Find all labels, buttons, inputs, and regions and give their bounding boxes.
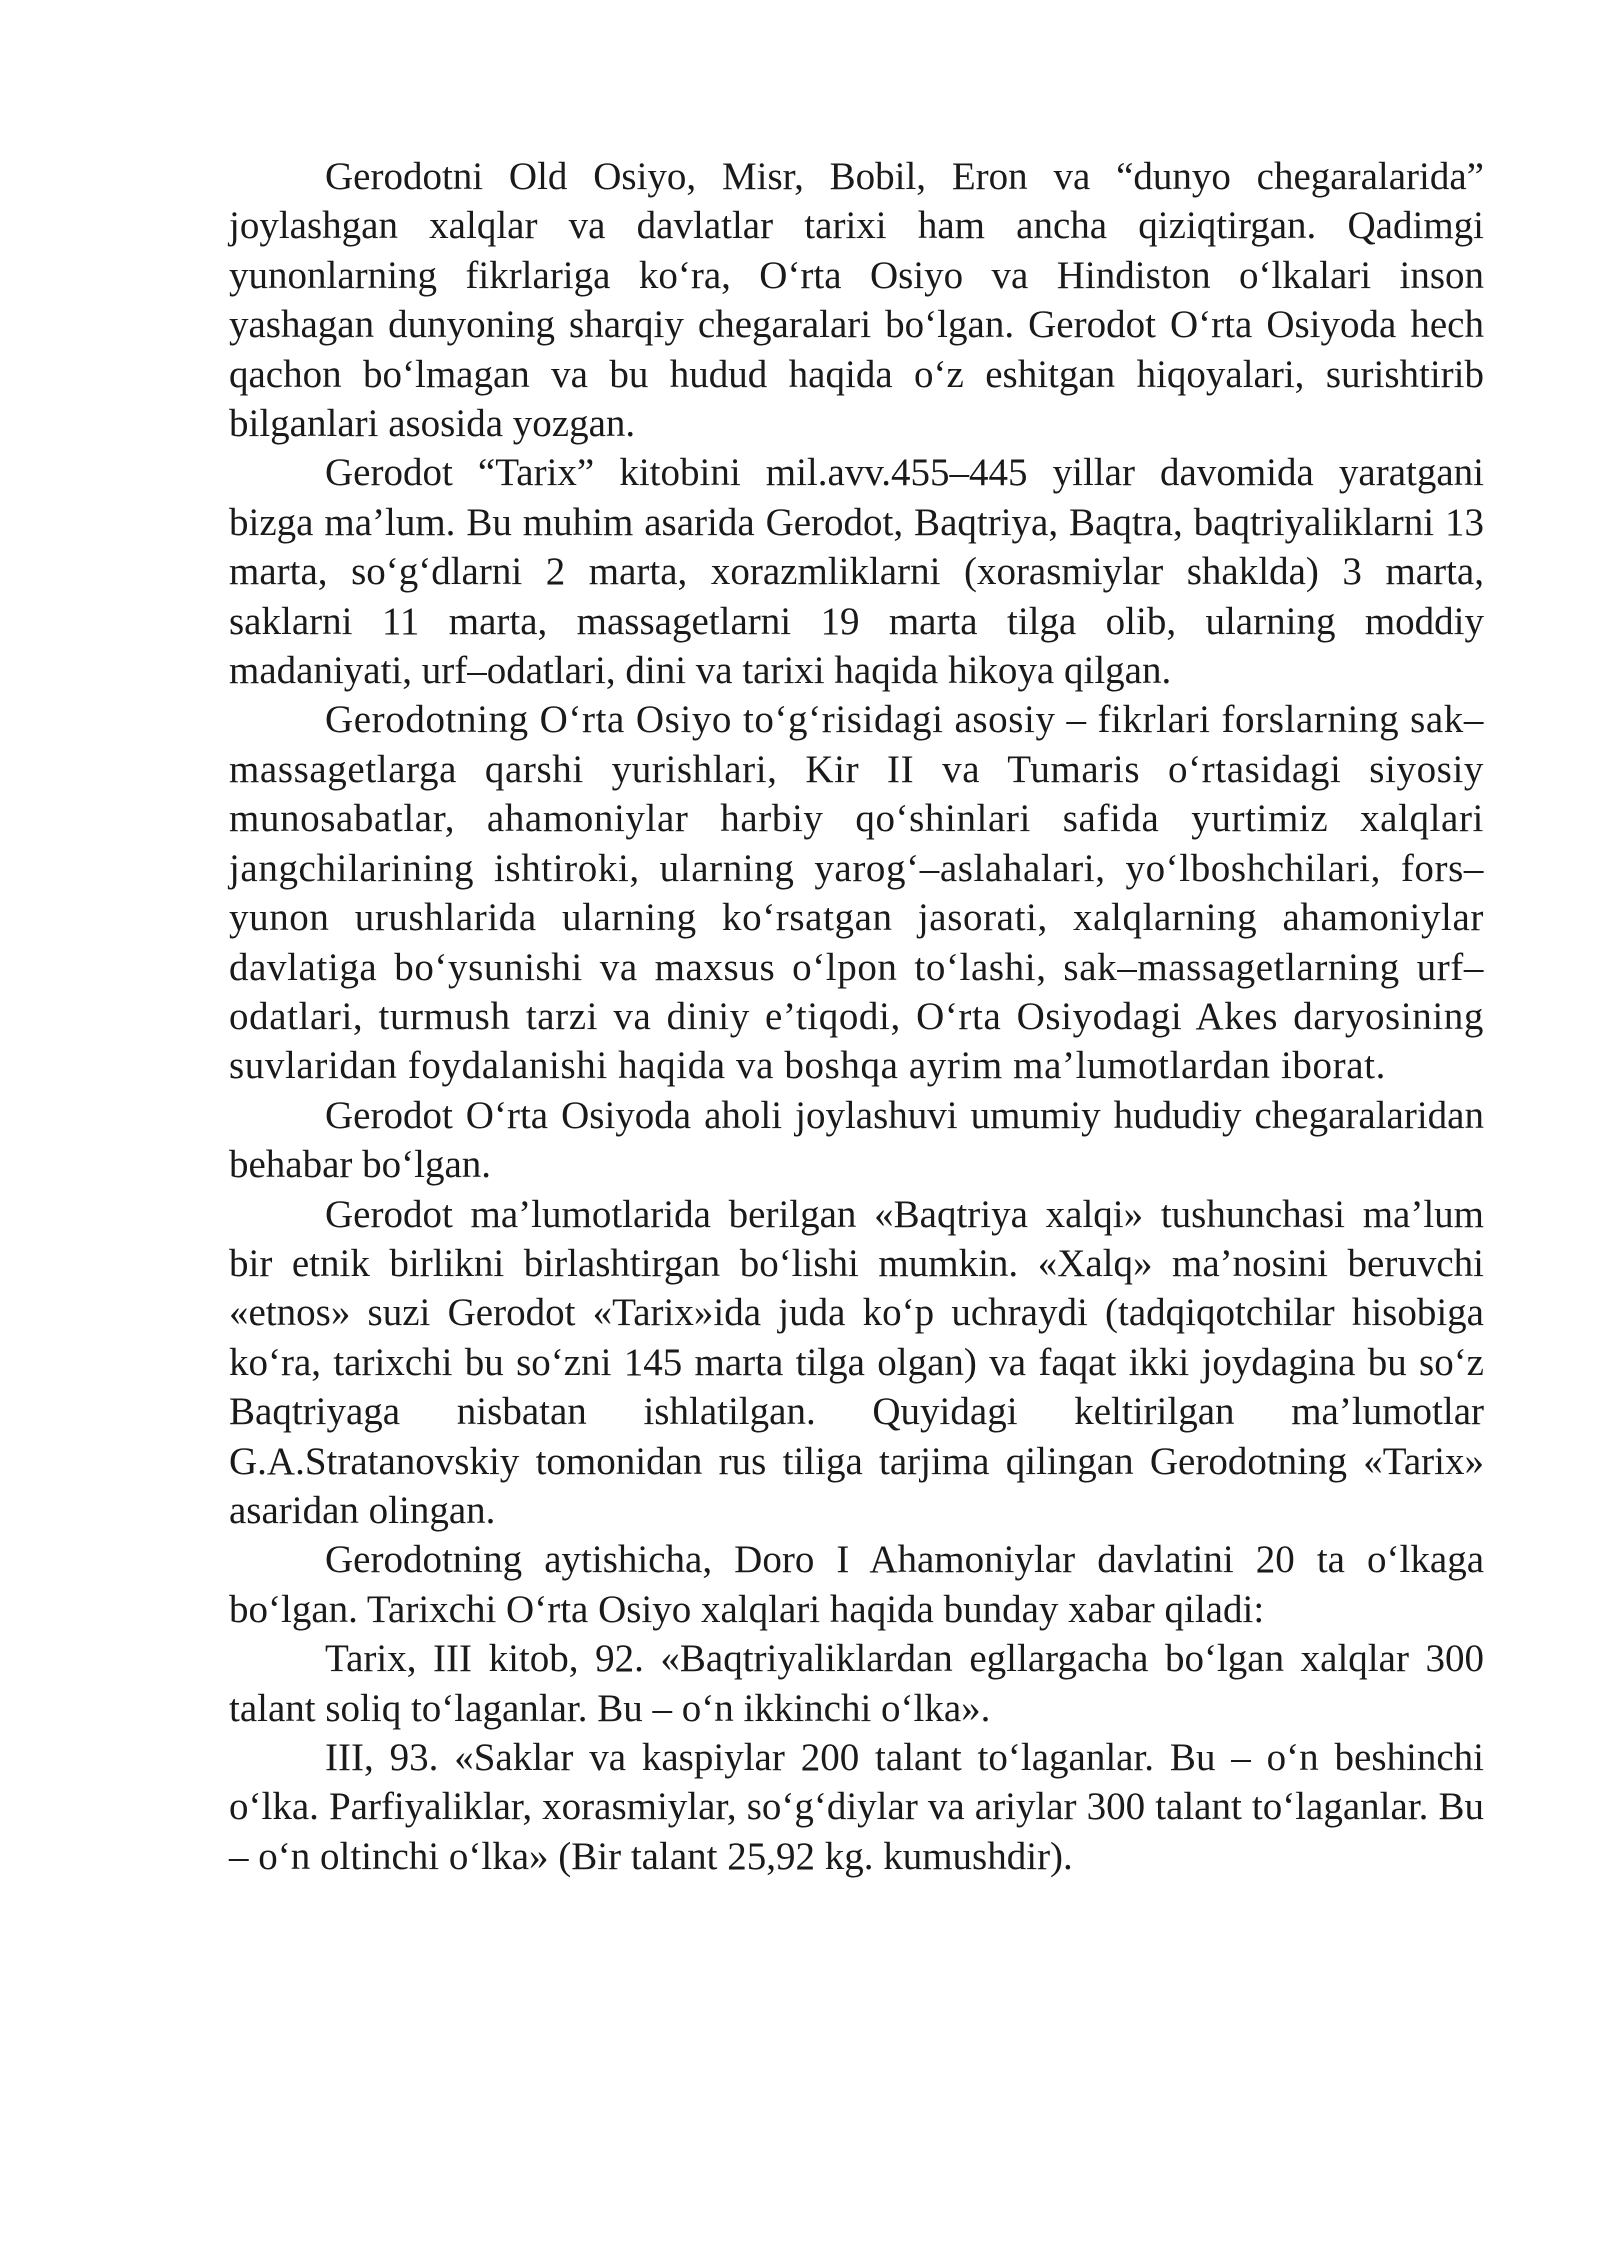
paragraph-main-ideas: Gerodotning O‘rta Osiyo to‘g‘risidagi asosiy – fikrlari forslarning sak–massagetlarga qarshi yurishlari, Kir II va Tumaris o‘rtasidagi siyosiy munosabatlar, ahamoniylar harbiy qo‘shinlari safida yurtimiz xalqlari jangchilarining ishtiroki, ularning yarog‘–aslahalari, yo‘lboshchilari, fors–yunon urushlarida ularning ko‘rsatgan jasorati, xalqlarning ahamoniylar davlatiga bo‘ysunishi va maxsus o‘lpon to‘lashi, sak–massagetlarning urf–odatlari, turmush tarzi va diniy e’tiqodi, O‘rta Osiyodagi Akes daryosining suvlaridan foydalanishi haqida va boshqa ayrim ma’lumotlardan iborat. (229, 698, 1484, 1088)
paragraph-bactrian-people: Gerodot ma’lumotlarida berilgan «Baqtriya xalqi» tushunchasi ma’lum bir etnik birlikni birlashtirgan bo‘lishi mumkin. «Xalq» ma’nosini beruvchi «etnos» suzi Gerodot «Tarix»ida juda ko‘p uchraydi (tadqiqotchilar hisobiga ko‘ra, tarixchi bu so‘zni 145 marta tilga olgan) va faqat ikki joydagina bu so‘z Baqtriyaga nisbatan ishlatilgan. Quyidagi keltirilgan ma’lumotlar G.A.Stratanovskiy tomonidan rus tiliga tarjima qilingan Gerodotning «Tarix» asaridan olingan. (229, 1192, 1484, 1532)
paragraph-herodotus-interests: Gerodotni Old Osiyo, Misr, Bobil, Eron va “dunyo chegaralarida” joylashgan xalqlar va davlatlar tarixi ham ancha qiziqtirgan. Qadimgi yunonlarning fikrlariga ko‘ra, O‘rta Osiyo va Hindiston o‘lkalari inson yashagan dunyoning sharqiy chegaralari bo‘lgan. Gerodot O‘rta Osiyoda hech qachon bo‘lmagan va bu hudud haqida o‘z eshitgan hiqoyalari, surishtirib bilganlari asosida yozgan. (229, 155, 1484, 446)
paragraph-darius-satrapies: Gerodotning aytishicha, Doro I Ahamoniylar davlatini 20 ta o‘lkaga bo‘lgan. Tarixchi O‘rta Osiyo xalqlari haqida bunday xabar qiladi: (229, 1538, 1484, 1631)
paragraph-quote-book-3-92: Tarix, III kitob, 92. «Baqtriyaliklardan egllargacha bo‘lgan xalqlar 300 talant soliq to‘laganlar. Bu – o‘n ikkinchi o‘lka». (229, 1637, 1484, 1730)
document-page (229, 152, 1484, 1881)
paragraph-settlement: Gerodot O‘rta Osiyoda aholi joylashuvi umumiy hududiy chegaralaridan behabar bo‘lgan. (229, 1093, 1484, 1187)
paragraph-quote-book-3-93: III, 93. «Saklar va kaspiylar 200 talant to‘laganlar. Bu – o‘n beshinchi o‘lka. Parfiyaliklar, xorasmiylar, so‘g‘diylar va ariylar 300 talant to‘laganlar. Bu – o‘n oltinchi o‘lka» (Bir talant 25,92 kg. kumushdir). (229, 1736, 1484, 1878)
paragraph-tarix-book: Gerodot “Tarix” kitobini mil.avv.455–445 yillar davomida yaratgani bizga ma’lum. Bu muhim asarida Gerodot, Baqtriya, Baqtra, baqtriyaliklarni 13 marta, so‘g‘dlarni 2 marta, xorazmliklarni (xorasmiylar shaklda) 3 marta, saklarni 11 marta, massagetlarni 19 marta tilga olib, ularning moddiy madaniyati, urf–odatlari, dini va tarixi haqida hikoya qilgan. (229, 451, 1484, 693)
